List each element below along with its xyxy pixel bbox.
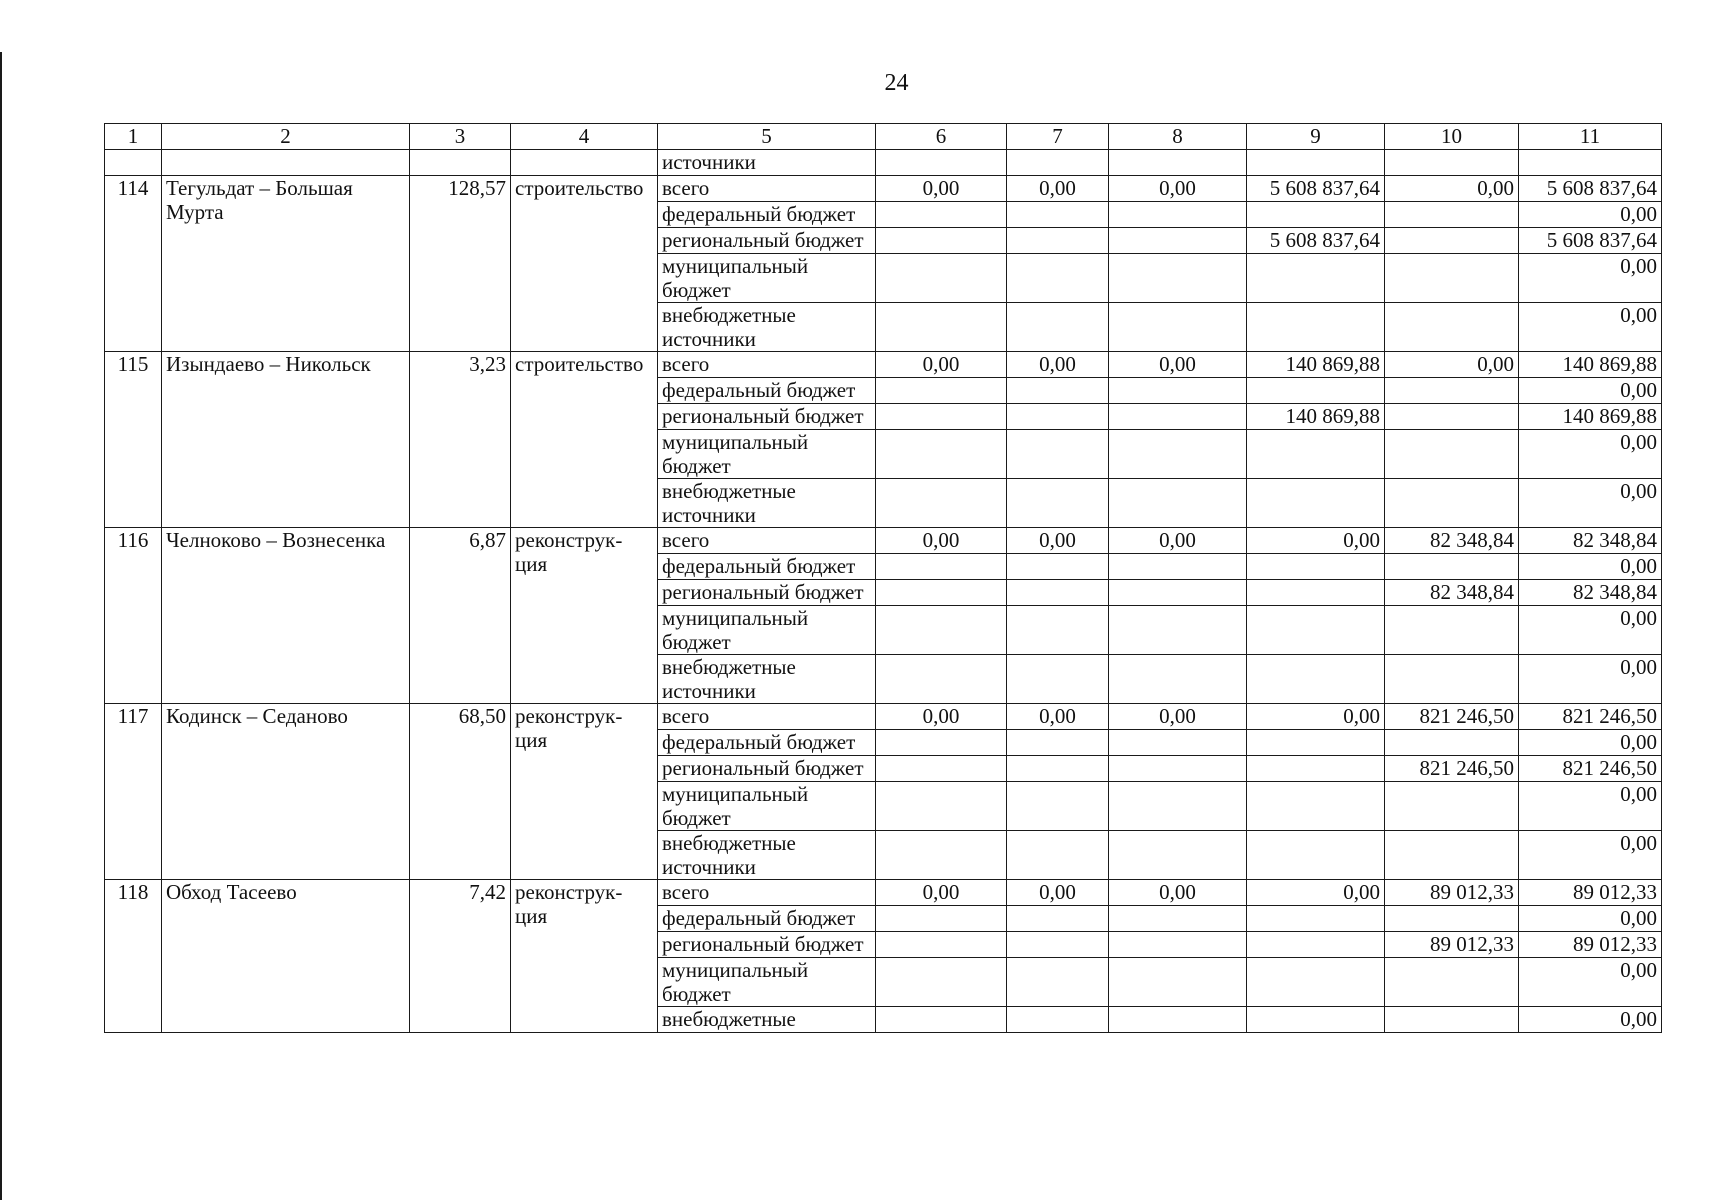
object-length: 7,42 [410,880,511,1033]
amount-cell-c10 [1385,479,1519,528]
amount-cell-c6 [876,1007,1007,1033]
amount-cell-c9 [1247,730,1385,756]
amount-cell-c10: 89 012,33 [1385,932,1519,958]
amount-cell-c8 [1109,958,1247,1007]
amount-cell-c11: 0,00 [1519,606,1662,655]
column-header: 7 [1007,124,1109,150]
amount-cell-c10 [1385,958,1519,1007]
table-row [105,880,1662,906]
amount-cell-c6 [876,378,1007,404]
amount-cell-c10 [1385,554,1519,580]
funding-source-label: муниципальный бюджет [658,254,876,303]
amount-cell-c10 [1385,228,1519,254]
column-header: 6 [876,124,1007,150]
source-label: источники [658,150,876,176]
object-number: 115 [105,352,162,528]
amount-cell-c8 [1109,430,1247,479]
amount-cell-c9: 0,00 [1247,704,1385,730]
amount-cell-c11: 0,00 [1519,430,1662,479]
amount-cell-c10 [1385,831,1519,880]
amount-cell-c6 [876,554,1007,580]
amount-cell-c9: 0,00 [1247,528,1385,554]
amount-cell-c10 [1385,1007,1519,1033]
funding-source-label: всего [658,176,876,202]
amount-cell-c6: 0,00 [876,352,1007,378]
funding-source-label: всего [658,704,876,730]
amount-cell-c7 [1007,958,1109,1007]
column-header: 2 [162,124,410,150]
column-header: 8 [1109,124,1247,150]
amount-cell-c7 [1007,756,1109,782]
amount-cell-c8 [1109,554,1247,580]
amount-cell-c7: 0,00 [1007,880,1109,906]
amount-cell-c11: 5 608 837,64 [1519,228,1662,254]
object-length: 6,87 [410,528,511,704]
funding-source-label: муниципальный бюджет [658,958,876,1007]
amount-cell-c8 [1109,254,1247,303]
amount-cell-c9: 5 608 837,64 [1247,228,1385,254]
amount-cell-c8 [1109,906,1247,932]
object-number: 117 [105,704,162,880]
amount-cell-c10 [1385,378,1519,404]
amount-cell-c6 [876,254,1007,303]
amount-cell-c7 [1007,580,1109,606]
object-name: Челноково – Вознесенка [162,528,410,704]
funding-source-label: федеральный бюджет [658,554,876,580]
object-number: 114 [105,176,162,352]
amount-cell-c10 [1385,782,1519,831]
amount-cell-c10 [1385,254,1519,303]
amount-cell-c10 [1385,606,1519,655]
amount-cell-c11: 0,00 [1519,479,1662,528]
funding-source-label: всего [658,528,876,554]
amount-cell-c9 [1247,932,1385,958]
amount-cell-c6 [876,606,1007,655]
work-type: строительство [511,352,658,528]
amount-cell-c10 [1385,303,1519,352]
work-type: реконструк-ция [511,704,658,880]
amount-cell-c6 [876,932,1007,958]
amount-cell-c9 [1247,906,1385,932]
amount-cell-c6: 0,00 [876,880,1007,906]
funding-source-label: внебюджетные источники [658,479,876,528]
amount-cell-c8 [1109,303,1247,352]
amount-cell-c7: 0,00 [1007,352,1109,378]
amount-cell-c7 [1007,606,1109,655]
funding-source-label: внебюджетные источники [658,655,876,704]
amount-cell-c9 [1247,831,1385,880]
amount-cell-c6: 0,00 [876,704,1007,730]
amount-cell-c7 [1007,554,1109,580]
amount-cell-c10: 0,00 [1385,176,1519,202]
amount-cell-c6 [876,580,1007,606]
amount-cell-c7: 0,00 [1007,704,1109,730]
amount-cell-c9 [1247,430,1385,479]
amount-cell-c11: 89 012,33 [1519,932,1662,958]
amount-cell-c9 [1247,606,1385,655]
amount-cell-c6 [876,303,1007,352]
column-header: 3 [410,124,511,150]
amount-cell-c6 [876,479,1007,528]
amount-cell-c7 [1007,404,1109,430]
amount-cell-c7 [1007,932,1109,958]
amount-cell-c8: 0,00 [1109,528,1247,554]
amount-cell-c6 [876,430,1007,479]
object-name: Тегульдат – Большая Мурта [162,176,410,352]
amount-cell-c9 [1247,958,1385,1007]
amount-cell-c9 [1247,1007,1385,1033]
table-row [105,176,1662,202]
amount-cell-c9 [1247,782,1385,831]
amount-cell-c7 [1007,228,1109,254]
funding-source-label: региональный бюджет [658,932,876,958]
amount-cell-c7 [1007,479,1109,528]
funding-source-label: муниципальный бюджет [658,430,876,479]
funding-source-label: региональный бюджет [658,756,876,782]
amount-cell-c7 [1007,303,1109,352]
column-number-row [105,124,1662,150]
budget-table [104,123,1662,1033]
object-length: 68,50 [410,704,511,880]
amount-cell-c8 [1109,404,1247,430]
amount-cell-c11: 0,00 [1519,554,1662,580]
amount-cell-c9 [1247,554,1385,580]
amount-cell-c11: 0,00 [1519,730,1662,756]
amount-cell-c11: 140 869,88 [1519,352,1662,378]
column-header: 10 [1385,124,1519,150]
amount-cell-c10 [1385,730,1519,756]
amount-cell-c7 [1007,730,1109,756]
amount-cell-c6 [876,958,1007,1007]
amount-cell-c8 [1109,831,1247,880]
work-type: реконструк-ция [511,528,658,704]
amount-cell-c10 [1385,404,1519,430]
amount-cell-c8: 0,00 [1109,880,1247,906]
amount-cell-c7 [1007,430,1109,479]
amount-cell-c9: 140 869,88 [1247,352,1385,378]
amount-cell-c9 [1247,254,1385,303]
amount-cell-c6: 0,00 [876,176,1007,202]
funding-source-label: муниципальный бюджет [658,606,876,655]
amount-cell-c11: 821 246,50 [1519,756,1662,782]
amount-cell-c6 [876,730,1007,756]
amount-cell-c9: 5 608 837,64 [1247,176,1385,202]
amount-cell-c6 [876,756,1007,782]
amount-cell-c11: 0,00 [1519,254,1662,303]
object-number: 118 [105,880,162,1033]
amount-cell-c9 [1247,479,1385,528]
amount-cell-c6 [876,228,1007,254]
funding-source-label: федеральный бюджет [658,202,876,228]
funding-source-label: федеральный бюджет [658,730,876,756]
column-header: 4 [511,124,658,150]
amount-cell-c11: 0,00 [1519,831,1662,880]
amount-cell-c11: 0,00 [1519,202,1662,228]
amount-cell-c9 [1247,378,1385,404]
amount-cell-c8: 0,00 [1109,176,1247,202]
table-row [105,528,1662,554]
amount-cell-c11: 0,00 [1519,1007,1662,1033]
amount-cell-c7 [1007,906,1109,932]
page-number: 24 [884,70,909,96]
amount-cell-c7 [1007,378,1109,404]
amount-cell-c7 [1007,655,1109,704]
amount-cell-c10: 82 348,84 [1385,580,1519,606]
column-header: 11 [1519,124,1662,150]
amount-cell-c11: 5 608 837,64 [1519,176,1662,202]
amount-cell-c7 [1007,782,1109,831]
amount-cell-c11: 140 869,88 [1519,404,1662,430]
amount-cell-c6: 0,00 [876,528,1007,554]
amount-cell-c10: 0,00 [1385,352,1519,378]
column-header: 5 [658,124,876,150]
page-left-edge [0,52,2,1200]
amount-cell-c9 [1247,202,1385,228]
object-number: 116 [105,528,162,704]
amount-cell-c7 [1007,831,1109,880]
amount-cell-c11: 82 348,84 [1519,528,1662,554]
amount-cell-c11: 0,00 [1519,782,1662,831]
amount-cell-c9 [1247,303,1385,352]
continuation-row [105,150,1662,176]
amount-cell-c8 [1109,228,1247,254]
amount-cell-c7: 0,00 [1007,528,1109,554]
amount-cell-c10: 89 012,33 [1385,880,1519,906]
amount-cell-c7 [1007,202,1109,228]
funding-source-label: внебюджетные источники [658,303,876,352]
work-type: строительство [511,176,658,352]
amount-cell-c8 [1109,730,1247,756]
funding-source-label: региональный бюджет [658,580,876,606]
amount-cell-c11: 0,00 [1519,303,1662,352]
amount-cell-c8 [1109,1007,1247,1033]
object-length: 128,57 [410,176,511,352]
amount-cell-c6 [876,831,1007,880]
funding-source-label: внебюджетные источники [658,831,876,880]
amount-cell-c9: 140 869,88 [1247,404,1385,430]
amount-cell-c11: 0,00 [1519,906,1662,932]
column-header: 1 [105,124,162,150]
funding-source-label: региональный бюджет [658,404,876,430]
amount-cell-c8 [1109,479,1247,528]
object-name: Обход Тасеево [162,880,410,1033]
amount-cell-c6 [876,202,1007,228]
amount-cell-c6 [876,782,1007,831]
amount-cell-c8 [1109,756,1247,782]
amount-cell-c10: 821 246,50 [1385,704,1519,730]
amount-cell-c10: 82 348,84 [1385,528,1519,554]
amount-cell-c9 [1247,655,1385,704]
amount-cell-c11: 0,00 [1519,655,1662,704]
funding-source-label: всего [658,352,876,378]
amount-cell-c11: 0,00 [1519,378,1662,404]
amount-cell-c8 [1109,782,1247,831]
object-length: 3,23 [410,352,511,528]
work-type: реконструк-ция [511,880,658,1033]
amount-cell-c8 [1109,606,1247,655]
amount-cell-c11: 89 012,33 [1519,880,1662,906]
amount-cell-c6 [876,404,1007,430]
amount-cell-c6 [876,655,1007,704]
table-row [105,352,1662,378]
table-row [105,704,1662,730]
amount-cell-c6 [876,906,1007,932]
amount-cell-c7 [1007,1007,1109,1033]
funding-source-label: федеральный бюджет [658,906,876,932]
amount-cell-c11: 0,00 [1519,958,1662,1007]
amount-cell-c8: 0,00 [1109,352,1247,378]
amount-cell-c10 [1385,906,1519,932]
funding-source-label: внебюджетные [658,1007,876,1033]
funding-source-label: всего [658,880,876,906]
amount-cell-c10 [1385,430,1519,479]
amount-cell-c9 [1247,580,1385,606]
funding-source-label: муниципальный бюджет [658,782,876,831]
amount-cell-c9: 0,00 [1247,880,1385,906]
funding-source-label: федеральный бюджет [658,378,876,404]
amount-cell-c9 [1247,756,1385,782]
amount-cell-c10 [1385,202,1519,228]
amount-cell-c11: 82 348,84 [1519,580,1662,606]
amount-cell-c8 [1109,932,1247,958]
amount-cell-c7 [1007,254,1109,303]
amount-cell-c8 [1109,378,1247,404]
column-header: 9 [1247,124,1385,150]
object-name: Кодинск – Седаново [162,704,410,880]
amount-cell-c10: 821 246,50 [1385,756,1519,782]
table-body [105,124,1662,1033]
amount-cell-c8 [1109,580,1247,606]
amount-cell-c8 [1109,655,1247,704]
amount-cell-c8: 0,00 [1109,704,1247,730]
amount-cell-c10 [1385,655,1519,704]
amount-cell-c7: 0,00 [1007,176,1109,202]
funding-source-label: региональный бюджет [658,228,876,254]
amount-cell-c8 [1109,202,1247,228]
amount-cell-c11: 821 246,50 [1519,704,1662,730]
object-name: Изындаево – Никольск [162,352,410,528]
